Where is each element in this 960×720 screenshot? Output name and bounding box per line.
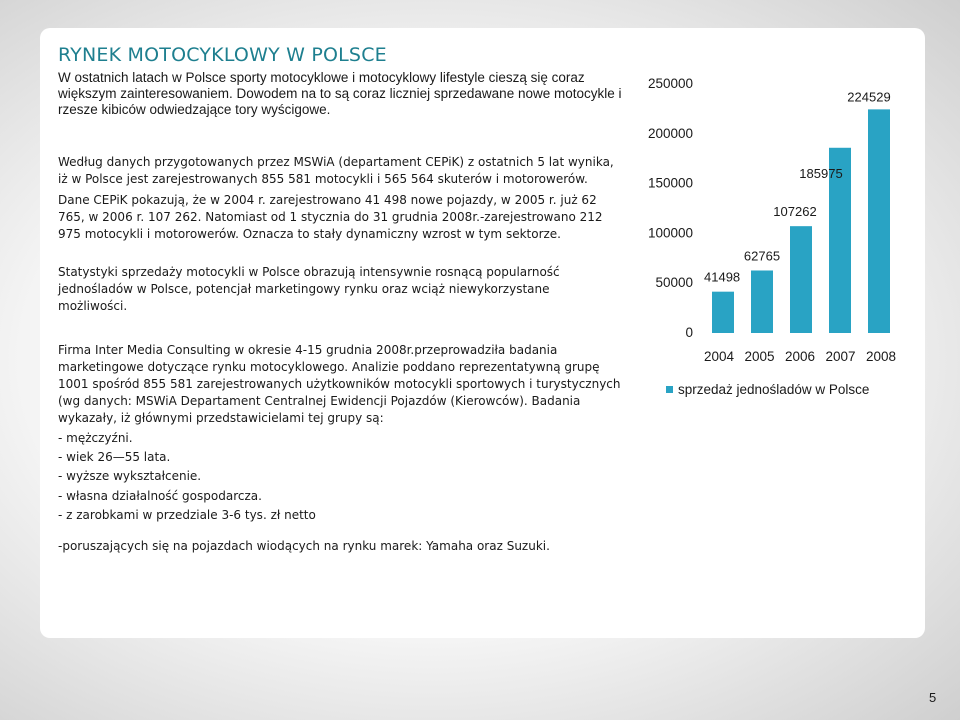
slide-title: RYNEK MOTOCYKLOWY W POLSCE: [58, 44, 387, 66]
list-item: - wyższe wykształcenie.: [58, 469, 202, 484]
cepik-growth-text: Dane CEPiK pokazują, że w 2004 r. zarejestrowano 41 498 nowe pojazdy, w 2005 r. już 62 765, w 2006 r. 107 262. Natomiast od 1 stycznia do 31 grudnia 2008r.-zarejestrowano 212 975 motocykli i motorowerów. Oznacza to stały dynamiczny wzrost w tym sektorze.: [58, 193, 603, 241]
value-label-2008: 224529: [847, 89, 891, 105]
bar-2008: [868, 109, 890, 333]
list-item-brands: -poruszających się na pojazdach wiodących na rynku marek: Yamaha oraz Suzuki.: [58, 538, 550, 553]
cepik-paragraph: [58, 154, 618, 243]
legend-swatch: [666, 386, 673, 393]
list-item: - mężczyźni.: [58, 431, 133, 445]
y-axis: [648, 76, 693, 340]
chart-legend: [666, 382, 869, 397]
y-tick-label: 150000: [647, 175, 693, 191]
list-item: - własna działalność gospodarcza.: [58, 488, 262, 503]
legend-label: sprzedaż jednośladów w Polsce: [678, 382, 870, 397]
statistics-paragraph: Statystyki sprzedaży motocykli w Polsce obrazują intensywnie rosnącą popularność jednośladów w Polsce, potencjał marketingowy rynku oraz wciąż niewykorzystane możliwości.: [58, 265, 560, 313]
research-paragraph: Firma Inter Media Consulting w okresie 4-15 grudnia 2008r.przeprowadziła badania marketingowe dotyczące rynku motocyklowego. Analizie poddano reprezentatywną grupę 1001 spośród 855 581 zarejestrowanych użytkowników motocykli sportowych i turystycznych (wg danych: MSWiA Departament Centralnej Ewidencji Pojazdów (Kierowców). Badania wykazały, iż głównymi przedstawicielami tej grupy są:: [58, 343, 621, 425]
sales-bar-chart: [630, 60, 930, 420]
value-label-2004: 41498: [704, 269, 741, 285]
bars: [712, 109, 890, 333]
value-label-2006: 107262: [773, 204, 817, 220]
list-item: - z zarobkami w przedziale 3-6 tys. zł netto: [58, 507, 316, 522]
bar-2004: [712, 292, 734, 333]
cepik-registrations-text: Według danych przygotowanych przez MSWiA (departament CEPiK) z ostatnich 5 lat wynika, iż w Polsce jest zarejestrowanych 855 581 motocykli i 565 564 skuterów i motorowerów.: [58, 155, 614, 186]
page-number: 5: [929, 690, 937, 705]
x-tick-label: 2007: [825, 349, 856, 364]
bar-2005: [751, 270, 773, 333]
value-label-2007: 185975: [799, 165, 843, 181]
value-label-2005: 62765: [743, 248, 781, 264]
y-tick-label: 100000: [647, 225, 693, 241]
x-tick-label: 2005: [744, 349, 775, 364]
y-tick-label: 0: [685, 325, 693, 340]
y-tick-label: 50000: [655, 275, 693, 291]
intro-paragraph: W ostatnich latach w Polsce sporty motocyklowe i motocyklowy lifestyle cieszą się coraz większym zainteresowaniem. Dowodem na to są coraz liczniej sprzedawane nowe motocykle i rzesze kibiców odwiedzające tory wyścigowe.: [58, 70, 622, 117]
x-tick-label: 2004: [703, 349, 735, 364]
list-item: - wiek 26—55 lata.: [58, 450, 171, 465]
bar-2006: [790, 226, 812, 333]
characteristics-list: [58, 430, 550, 557]
x-tick-label: 2006: [784, 349, 816, 364]
y-tick-label: 200000: [647, 125, 693, 141]
x-tick-label: 2008: [865, 349, 897, 364]
x-axis: [704, 349, 896, 364]
y-tick-label: 250000: [647, 76, 693, 91]
